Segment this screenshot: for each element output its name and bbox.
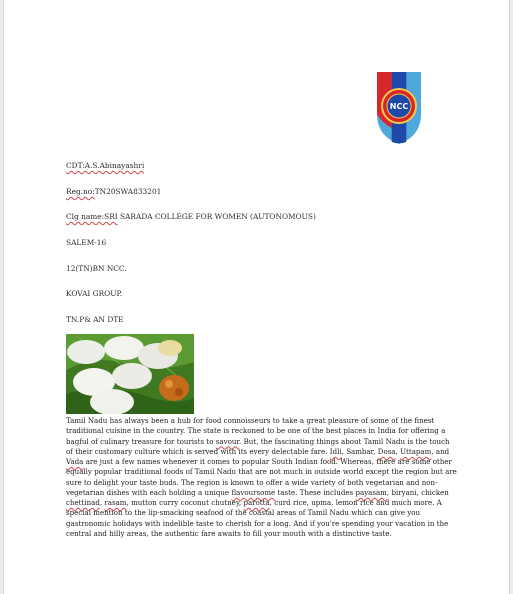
reg-no-label: Reg.no: (66, 187, 95, 196)
directorate-line: TN.P& AN DTE (66, 315, 124, 324)
reg-no-line (66, 187, 161, 197)
tamil-food-paragraph: Tamil Nadu has always been a hub for food connoisseurs to take a great pleasure of some of the finest traditional cuisine in the country. The state is reckoned to be one of the best places in India for offering a bagful of culinary treasure for tourists to savour. But, the fascinating things about Tamil Nadu is the touch of their customary culture which is served with its every delectable fare. Idli, Sambar, Dosa, Uttapam, and Vada are just a few names whenever it comes to popular South Indian food. Whereas, there are some other equally popular traditional foods of Tamil Nadu that are not much in outside world except the region but are sure to delight your taste buds. The region is known to offer a wide variety of both vegetarian and non-vegetarian dishes with each holding a unique flavoursome taste. These includes payasam, biryani, chicken chettinad, rasam, mutton curry coconut chutney, parotta, curd rice, upma, lemon rice and much more. A special mention to the lip-smacking seafood of the coastal areas of Tamil Nadu which can give you gastronomic holidays with indelible taste to cherish for a long. And if you're spending your vacation in the central and hilly areas, the authentic fare awaits to fill your mouth with a distinctive taste. (66, 416, 457, 538)
group-line: KOVAI GROUP. (66, 289, 123, 298)
city-line: SALEM-16 (66, 238, 107, 247)
cadet-name-line (66, 161, 144, 171)
battalion-line: 12(TN)BN NCC. (66, 264, 127, 273)
document-page (3, 0, 510, 594)
ncc-emblem-logo (373, 70, 425, 146)
college-value: SARADA COLLEGE FOR WOMEN (AUTONOMOUS) (117, 212, 316, 221)
logo-text: NCC (389, 102, 409, 111)
cadet-name-text: CDT:A.S.Abinayashri (66, 161, 145, 170)
college-line (66, 212, 316, 222)
reg-no-value: TN20SWA833201 (94, 187, 162, 196)
idli-food-photo (66, 334, 194, 414)
college-label: Clg name:SRI (66, 212, 118, 221)
